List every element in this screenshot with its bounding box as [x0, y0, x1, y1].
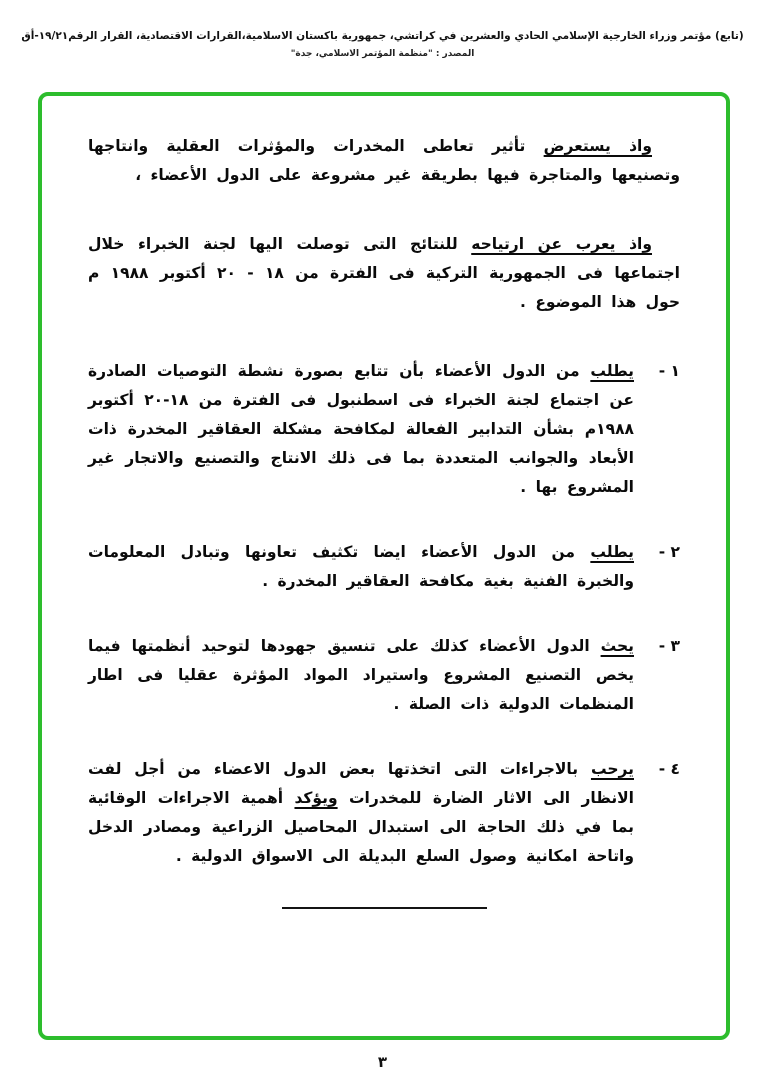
list-item-2 [88, 538, 680, 596]
document-header [0, 30, 765, 59]
list-item-4 [88, 755, 680, 871]
item-body-1: من الدول الأعضاء بأن تتابع بصورة نشطة التوصيات الصادرة عن اجتماع لجنة الخبراء فى اسطنبول فى الفترة من ١٨-٢٠ أكتوبر ١٩٨٨م بشأن التدابير الفعالة لمكافحة مشكلة العقاقير المخدرة ذات الأبعاد والجوانب المتعددة بما فى ذلك الانتاج والتصنيع والاتجار غير المشروع بها . [88, 362, 634, 496]
preamble-lead-2: واذ يعرب عن ارتياحه [471, 235, 652, 253]
item-lead-3: يحث [600, 637, 634, 655]
item-text-2 [88, 538, 634, 596]
content-frame [38, 92, 730, 1040]
item-number-1: ١ - [658, 362, 680, 380]
item-text-1 [88, 357, 634, 502]
preamble-text-2: للنتائج التى توصلت اليها لجنة الخبراء خلال اجتماعها فى الجمهورية التركية فى الفترة من ١٨ - ٢٠ أكتوبر ١٩٨٨ م حول هذا الموضوع . [88, 235, 680, 311]
item-text-4 [88, 755, 634, 871]
preamble-paragraph-1 [88, 132, 680, 190]
item-body-4b: أهمية الاجراءات الوقائية بما في ذلك الحاجة الى استبدال المحاصيل الزراعية ومصادر الدخل واتاحة امكانية وصول السلع البديلة الى الاسواق الدولية . [88, 789, 634, 865]
item-lead-1: يطلب [590, 362, 634, 380]
item-lead-4b: ويؤكد [294, 789, 338, 807]
header-title-line: (تابع) مؤتمر وزراء الخارجية الإسلامي الحادي والعشرين في كراتشي، جمهورية باكستان الاسلامية،القرارات الاقتصادية، القرار الرقم١٩/٢١-أق [21, 30, 744, 42]
preamble-paragraph-2 [88, 230, 680, 317]
item-lead-2: يطلب [590, 543, 634, 561]
item-text-3 [88, 632, 634, 719]
closing-rule [282, 907, 487, 909]
list-item-1 [88, 357, 680, 502]
item-number-2: ٢ - [658, 543, 680, 561]
preamble-text-1: تأثير تعاطى المخدرات والمؤثرات العقلية وانتاجها وتصنيعها والمتاجرة فيها بطريقة غير مشروعة على الدول الأعضاء ، [88, 137, 680, 184]
item-body-3: الدول الأعضاء كذلك على تنسيق جهودها لتوحيد أنظمتها فيما يخص التصنيع المشروع واستيراد المواد المؤثرة عقليا فى اطار المنظمات الدولية ذات الصلة . [88, 637, 634, 713]
list-item-3 [88, 632, 680, 719]
item-number-4: ٤ - [658, 760, 680, 778]
item-lead-4: يرحب [590, 760, 634, 778]
page-number: ٣ [377, 1053, 388, 1071]
header-source-line: المصدر : "منظمة المؤتمر الاسلامي، جدة" [290, 49, 475, 59]
item-body-4a: بالاجراءات التى اتخذتها بعض الدول الاعضاء من أجل لفت الانظار الى الاثار الضارة للمخدرات [88, 760, 634, 807]
item-number-3: ٣ - [658, 637, 680, 655]
preamble-lead-1: واذ يستعرض [543, 137, 652, 155]
item-body-2: من الدول الأعضاء ايضا تكثيف تعاونها وتبادل المعلومات والخبرة الفنية بغية مكافحة العقاقير المخدرة . [88, 543, 634, 590]
